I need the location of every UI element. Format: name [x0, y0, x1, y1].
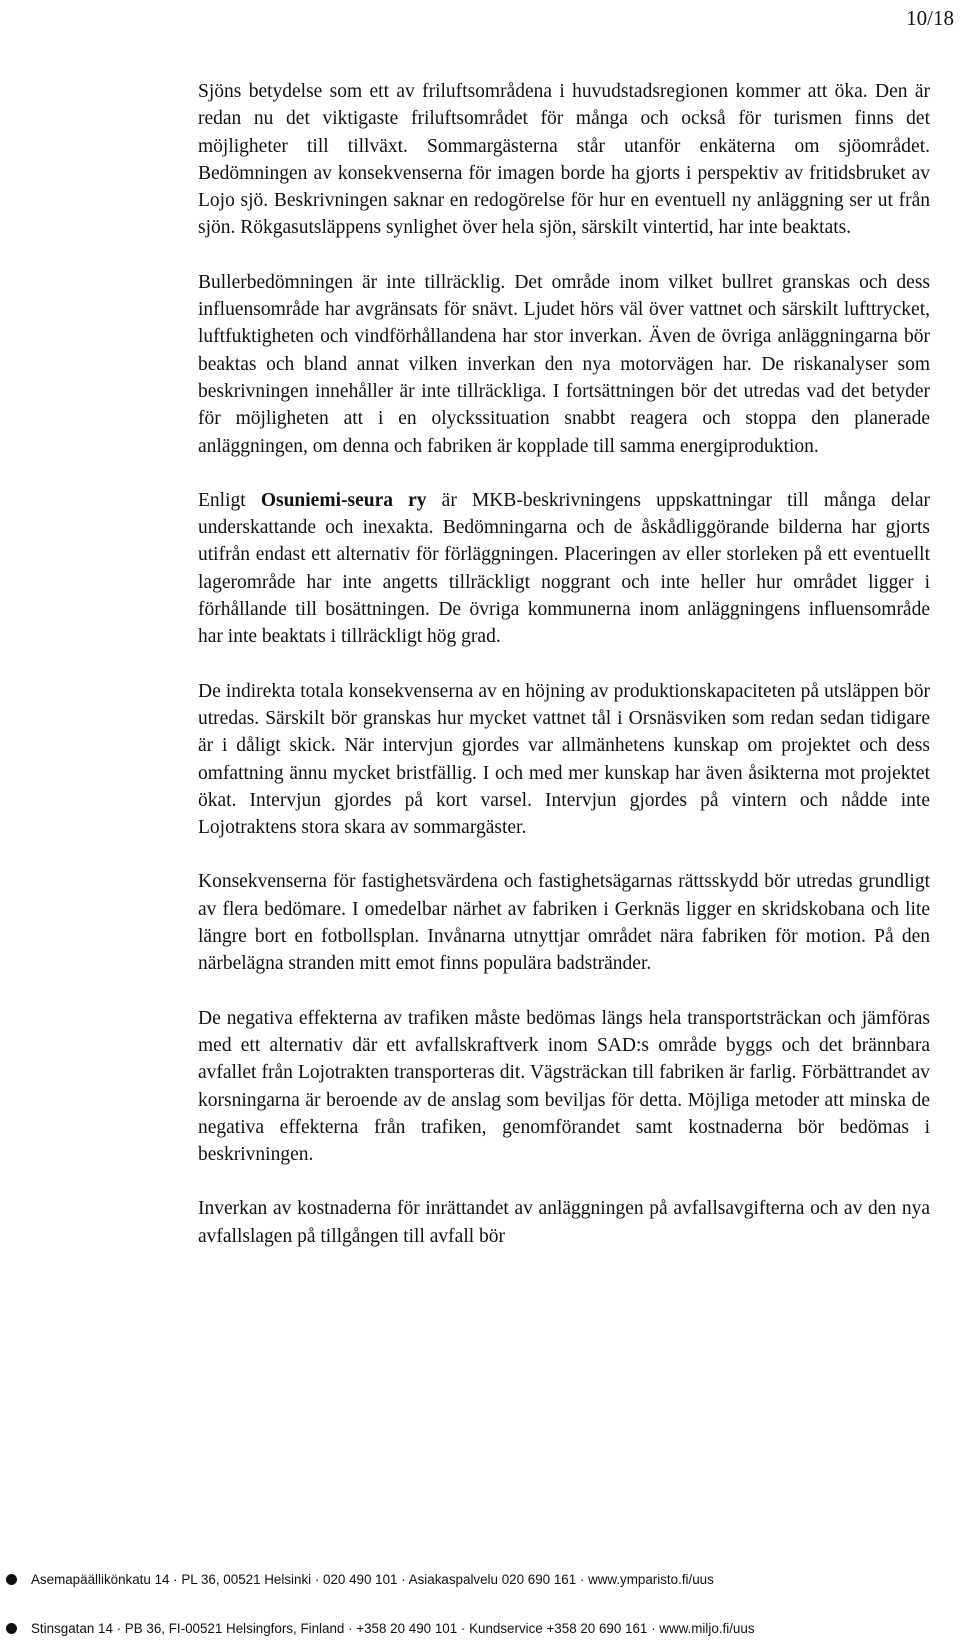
paragraph-lake-significance: Sjöns betydelse som ett av friluftsområdena i huvudstadsregionen kommer att öka. Den är redan nu det viktigaste friluftsområdet för många och också för turismen finns det möjligheter till tillväxt. Sommargästerna står utanför enkäterna om sjöområdet. Bedömningen av konsekvenserna för imagen borde ha gjorts i perspektiv av fritidsbruket av Lojo sjö. Beskrivningen saknar en redogörelse för hur en eventuell ny anläggning ser ut från sjön. Rökgasutsläppens synlighet över hela sjön, särskilt vintertid, har inte beaktats.	[198, 81, 930, 239]
footer-address-fi: Asemapäällikönkatu 14 · PL 36, 00521 Helsinki · 020 490 101 · Asiakaspalvelu 020 690 161 · www.ymparisto.fi/uus	[31, 1571, 714, 1587]
paragraph-indirect-consequences: De indirekta totala konsekvenserna av en höjning av produktionskapaciteten på utsläppen bör utredas. Särskilt bör granskas hur mycket vattnet tål i Orsnäsviken som redan sedan tidigare är i dåligt skick. När intervjun gjordes var allmänhetens kunskap om projektet och dess omfattning ännu mycket bristfällig. I och med mer kunskap har även åsikterna mot projektet ökat. Intervjun gjordes på kort varsel. Intervjun gjordes på vintern och nådde inte Lojotraktens stora skara av sommargäster.	[198, 680, 930, 839]
paragraph-traffic-effects: De negativa effekterna av trafiken måste bedömas längs hela transportsträckan och jämföras med ett alternativ där ett avfallskraftverk inom SAD:s område byggs och det brännbara avfallet från Lojotrakten transporteras dit. Vägsträckan till fabriken är farlig. Förbättrandet av korsningarna är beroende av de anslag som beviljas för detta. Möjliga metoder att minska de negativa effekterna från trafiken, genomförandet samt kostnaderna bör bedömas i beskrivningen.	[198, 1007, 930, 1166]
paragraph-costs: Inverkan av kostnaderna för inrättandet av anläggningen på avfallsavgifterna och av den nya avfallslagen på tillgången till avfall bör	[198, 1198, 930, 1247]
paragraph-prefix: Enligt	[198, 489, 261, 511]
paragraph-noise-assessment: Bullerbedömningen är inte tillräcklig. Det område inom vilket bullret granskas och dess influensområde har avgränsats för snävt. Ljudet hörs väl över vattnet och särskilt lufttrycket, luftfuktigheten och vindförhållandena har stor inverkan. Även de övriga anläggningarna bör beaktas och bland annat vilken inverkan den nya motorvägen har. De riskanalyser som beskrivningen innehåller är inte tillräckliga. I fortsättningen bör det utredas vad det betyder för möjligheten att i en olyckssituation snabbt reagera och stoppa den planerade anläggningen, om denna och fabriken är kopplade till samma energiproduktion.	[198, 271, 930, 457]
footer-line-finnish	[0, 1568, 714, 1590]
paragraph-property-values: Konsekvenserna för fastighetsvärdena och fastighetsägarnas rättsskydd bör utredas grundligt av flera bedömare. I omedelbar närhet av fabriken i Gerknäs ligger en skridskobana och lite längre bort en fotbollsplan. Invånarna utnyttjar området nära fabriken för motion. På den närbelägna stranden mitt emot finns populära badstränder.	[198, 871, 930, 975]
paragraph-text: är MKB-beskrivningens uppskattningar till många delar underskattande och inexakta. Bedömningarna och de åskådliggörande bilderna har gjorts utifrån endast ett alternativ för förläggningen. Placeringen av eller storleken på ett eventuellt lagerområde har inte angetts tillräckligt noggrant och inte heller hur området ligger i förhållande till bosättningen. De övriga kommunerna inom anläggningens influensområde har inte beaktats i tillräckligt hög grad.	[198, 489, 931, 648]
footer-address-sv: Stinsgatan 14 · PB 36, FI-00521 Helsingfors, Finland · +358 20 490 101 · Kundservice +358 20 690 161 · www.miljo.fi/uus	[31, 1620, 755, 1636]
bullet-icon	[6, 1623, 17, 1634]
footer-line-swedish	[0, 1617, 755, 1639]
bullet-icon	[6, 1574, 17, 1585]
document-body	[198, 78, 930, 1277]
paragraph-osuniemi-opinion	[198, 487, 930, 651]
organization-name: Osuniemi-seura ry	[260, 489, 427, 511]
page-number: 10/18	[906, 6, 954, 30]
